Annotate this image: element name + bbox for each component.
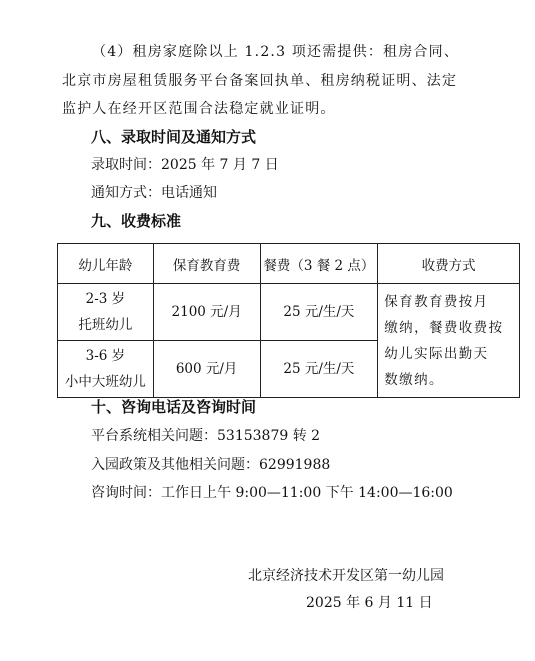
tuition-cell: 2100 元/月 <box>153 284 260 341</box>
class-name: 托班幼儿 <box>78 317 133 333</box>
meal-cell: 25 元/生/天 <box>260 341 378 398</box>
admission-time: 录取时间：2025 年 7 月 7 日 <box>91 157 279 173</box>
header-age: 幼儿年龄 <box>58 244 154 284</box>
section-9-heading: 九、收费标准 <box>91 212 182 230</box>
fee-table-header-row <box>58 244 520 284</box>
table-row <box>58 284 520 341</box>
age-cell <box>58 284 154 341</box>
section-8-heading: 八、录取时间及通知方式 <box>91 128 257 146</box>
paragraph-4-line-2: 北京市房屋租赁服务平台备案回执单、租房纳税证明、法定 <box>62 73 458 89</box>
payment-method-cell <box>378 284 520 398</box>
paragraph-4-line-1: （4）租房家庭除以上 1.2.3 项还需提供：租房合同、 <box>92 44 460 60</box>
notice-method: 通知方式：电话通知 <box>91 185 217 201</box>
header-tuition: 保育教育费 <box>153 244 260 284</box>
policy-contact: 入园政策及其他相关问题：62991988 <box>91 457 331 473</box>
header-meal: 餐费（3 餐 2 点） <box>260 244 378 284</box>
meal-cell: 25 元/生/天 <box>260 284 378 341</box>
payment-method-line: 数缴纳。 <box>384 371 444 388</box>
fee-table <box>57 243 520 398</box>
tuition-cell: 600 元/月 <box>153 341 260 398</box>
payment-method-line: 保育教育费按月 <box>384 293 489 310</box>
section-10-heading: 十、咨询电话及咨询时间 <box>91 398 257 416</box>
signature-org: 北京经济技术开发区第一幼儿园 <box>248 568 444 584</box>
paragraph-4-line-3: 监护人在经开区范围合法稳定就业证明。 <box>62 101 336 117</box>
age-cell <box>58 341 154 398</box>
age-range: 2-3 岁 <box>85 291 126 307</box>
consult-hours: 咨询时间：工作日上午 9:00—11:00 下午 14:00—16:00 <box>91 485 453 501</box>
payment-method-line: 幼儿实际出勤天 <box>384 345 489 362</box>
age-range: 3-6 岁 <box>85 348 126 364</box>
signature-date: 2025 年 6 月 11 日 <box>306 595 433 611</box>
class-name: 小中大班幼儿 <box>64 374 146 390</box>
header-payment-method: 收费方式 <box>378 244 520 284</box>
payment-method-line: 缴纳，餐费收费按 <box>384 319 504 336</box>
platform-contact: 平台系统相关问题：53153879 转 2 <box>91 428 321 444</box>
